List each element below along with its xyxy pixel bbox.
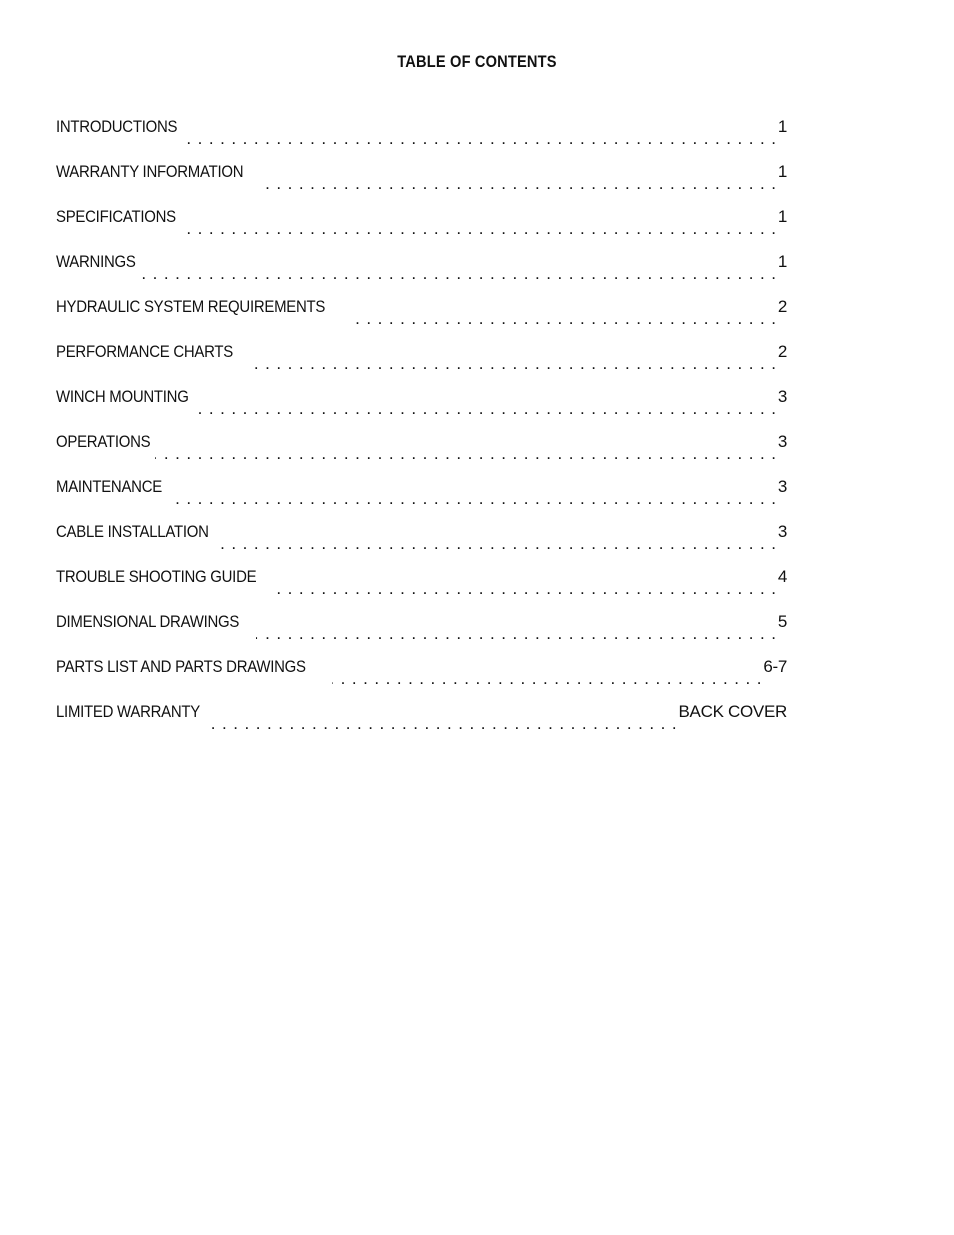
toc-dot-leader (184, 221, 777, 238)
toc-entry-page: 3 (777, 432, 787, 451)
toc-dot-leader (155, 446, 777, 463)
toc-entry-page: 6-7 (763, 657, 787, 676)
toc-entry-label: WINCH MOUNTING (56, 387, 189, 406)
toc-entry-label: DIMENSIONAL DRAWINGS (56, 612, 240, 631)
toc-entry-label: LIMITED WARRANTY (56, 702, 201, 721)
toc-entry-performance-charts (56, 342, 787, 387)
toc-dot-leader (186, 131, 777, 148)
toc-entry-label: HYDRAULIC SYSTEM REQUIREMENTS (56, 297, 326, 316)
toc-dot-leader (256, 626, 777, 643)
toc-entry-label: WARNINGS (56, 252, 136, 271)
toc-entry-page: 3 (777, 477, 787, 496)
toc-entry-specifications (56, 207, 787, 252)
toc-entry-maintenance (56, 477, 787, 522)
page-title: TABLE OF CONTENTS (397, 52, 557, 71)
toc-entry-label: TROUBLE SHOOTING GUIDE (56, 567, 257, 586)
toc-dot-leader (332, 671, 762, 688)
toc-entry-label: WARRANTY INFORMATION (56, 162, 244, 181)
toc-entry-page: 1 (777, 207, 787, 226)
toc-entry-cable-installation (56, 522, 787, 567)
toc-dot-leader (276, 581, 777, 598)
toc-entry-page: 2 (777, 297, 787, 316)
toc-list (56, 117, 787, 747)
toc-entry-page: 1 (777, 117, 787, 136)
toc-entry-label: PARTS LIST AND PARTS DRAWINGS (56, 657, 306, 676)
toc-dot-leader (168, 491, 776, 508)
toc-entry-label: SPECIFICATIONS (56, 207, 176, 226)
toc-entry-label: OPERATIONS (56, 432, 151, 451)
toc-entry-hydraulic-system-requirements (56, 297, 787, 342)
toc-dot-leader (199, 401, 777, 418)
toc-entry-label: CABLE INSTALLATION (56, 522, 209, 541)
toc-entry-winch-mounting (56, 387, 787, 432)
toc-entry-page: 3 (777, 387, 787, 406)
toc-entry-warnings (56, 252, 787, 297)
toc-dot-leader (354, 311, 777, 328)
toc-dot-leader (221, 536, 776, 553)
toc-entry-dimensional-drawings (56, 612, 787, 657)
toc-dot-leader (138, 266, 776, 283)
toc-entry-warranty-information (56, 162, 787, 207)
toc-entry-page: 1 (777, 162, 787, 181)
toc-entry-label: MAINTENANCE (56, 477, 162, 496)
toc-dot-leader (249, 356, 777, 373)
toc-entry-label: PERFORMANCE CHARTS (56, 342, 234, 361)
toc-entry-page: 1 (777, 252, 787, 271)
toc-dot-leader (261, 176, 777, 193)
toc-entry-page: BACK COVER (678, 702, 787, 721)
toc-entry-parts-list-and-parts-drawings (56, 657, 787, 702)
toc-entry-page: 4 (777, 567, 787, 586)
toc-entry-limited-warranty (56, 702, 787, 747)
toc-entry-introductions (56, 117, 787, 162)
toc-entry-trouble-shooting-guide (56, 567, 787, 612)
toc-entry-page: 3 (777, 522, 787, 541)
toc-entry-page: 5 (777, 612, 787, 631)
toc-entry-label: INTRODUCTIONS (56, 117, 178, 136)
toc-entry-operations (56, 432, 787, 477)
toc-dot-leader (212, 716, 678, 733)
toc-entry-page: 2 (777, 342, 787, 361)
